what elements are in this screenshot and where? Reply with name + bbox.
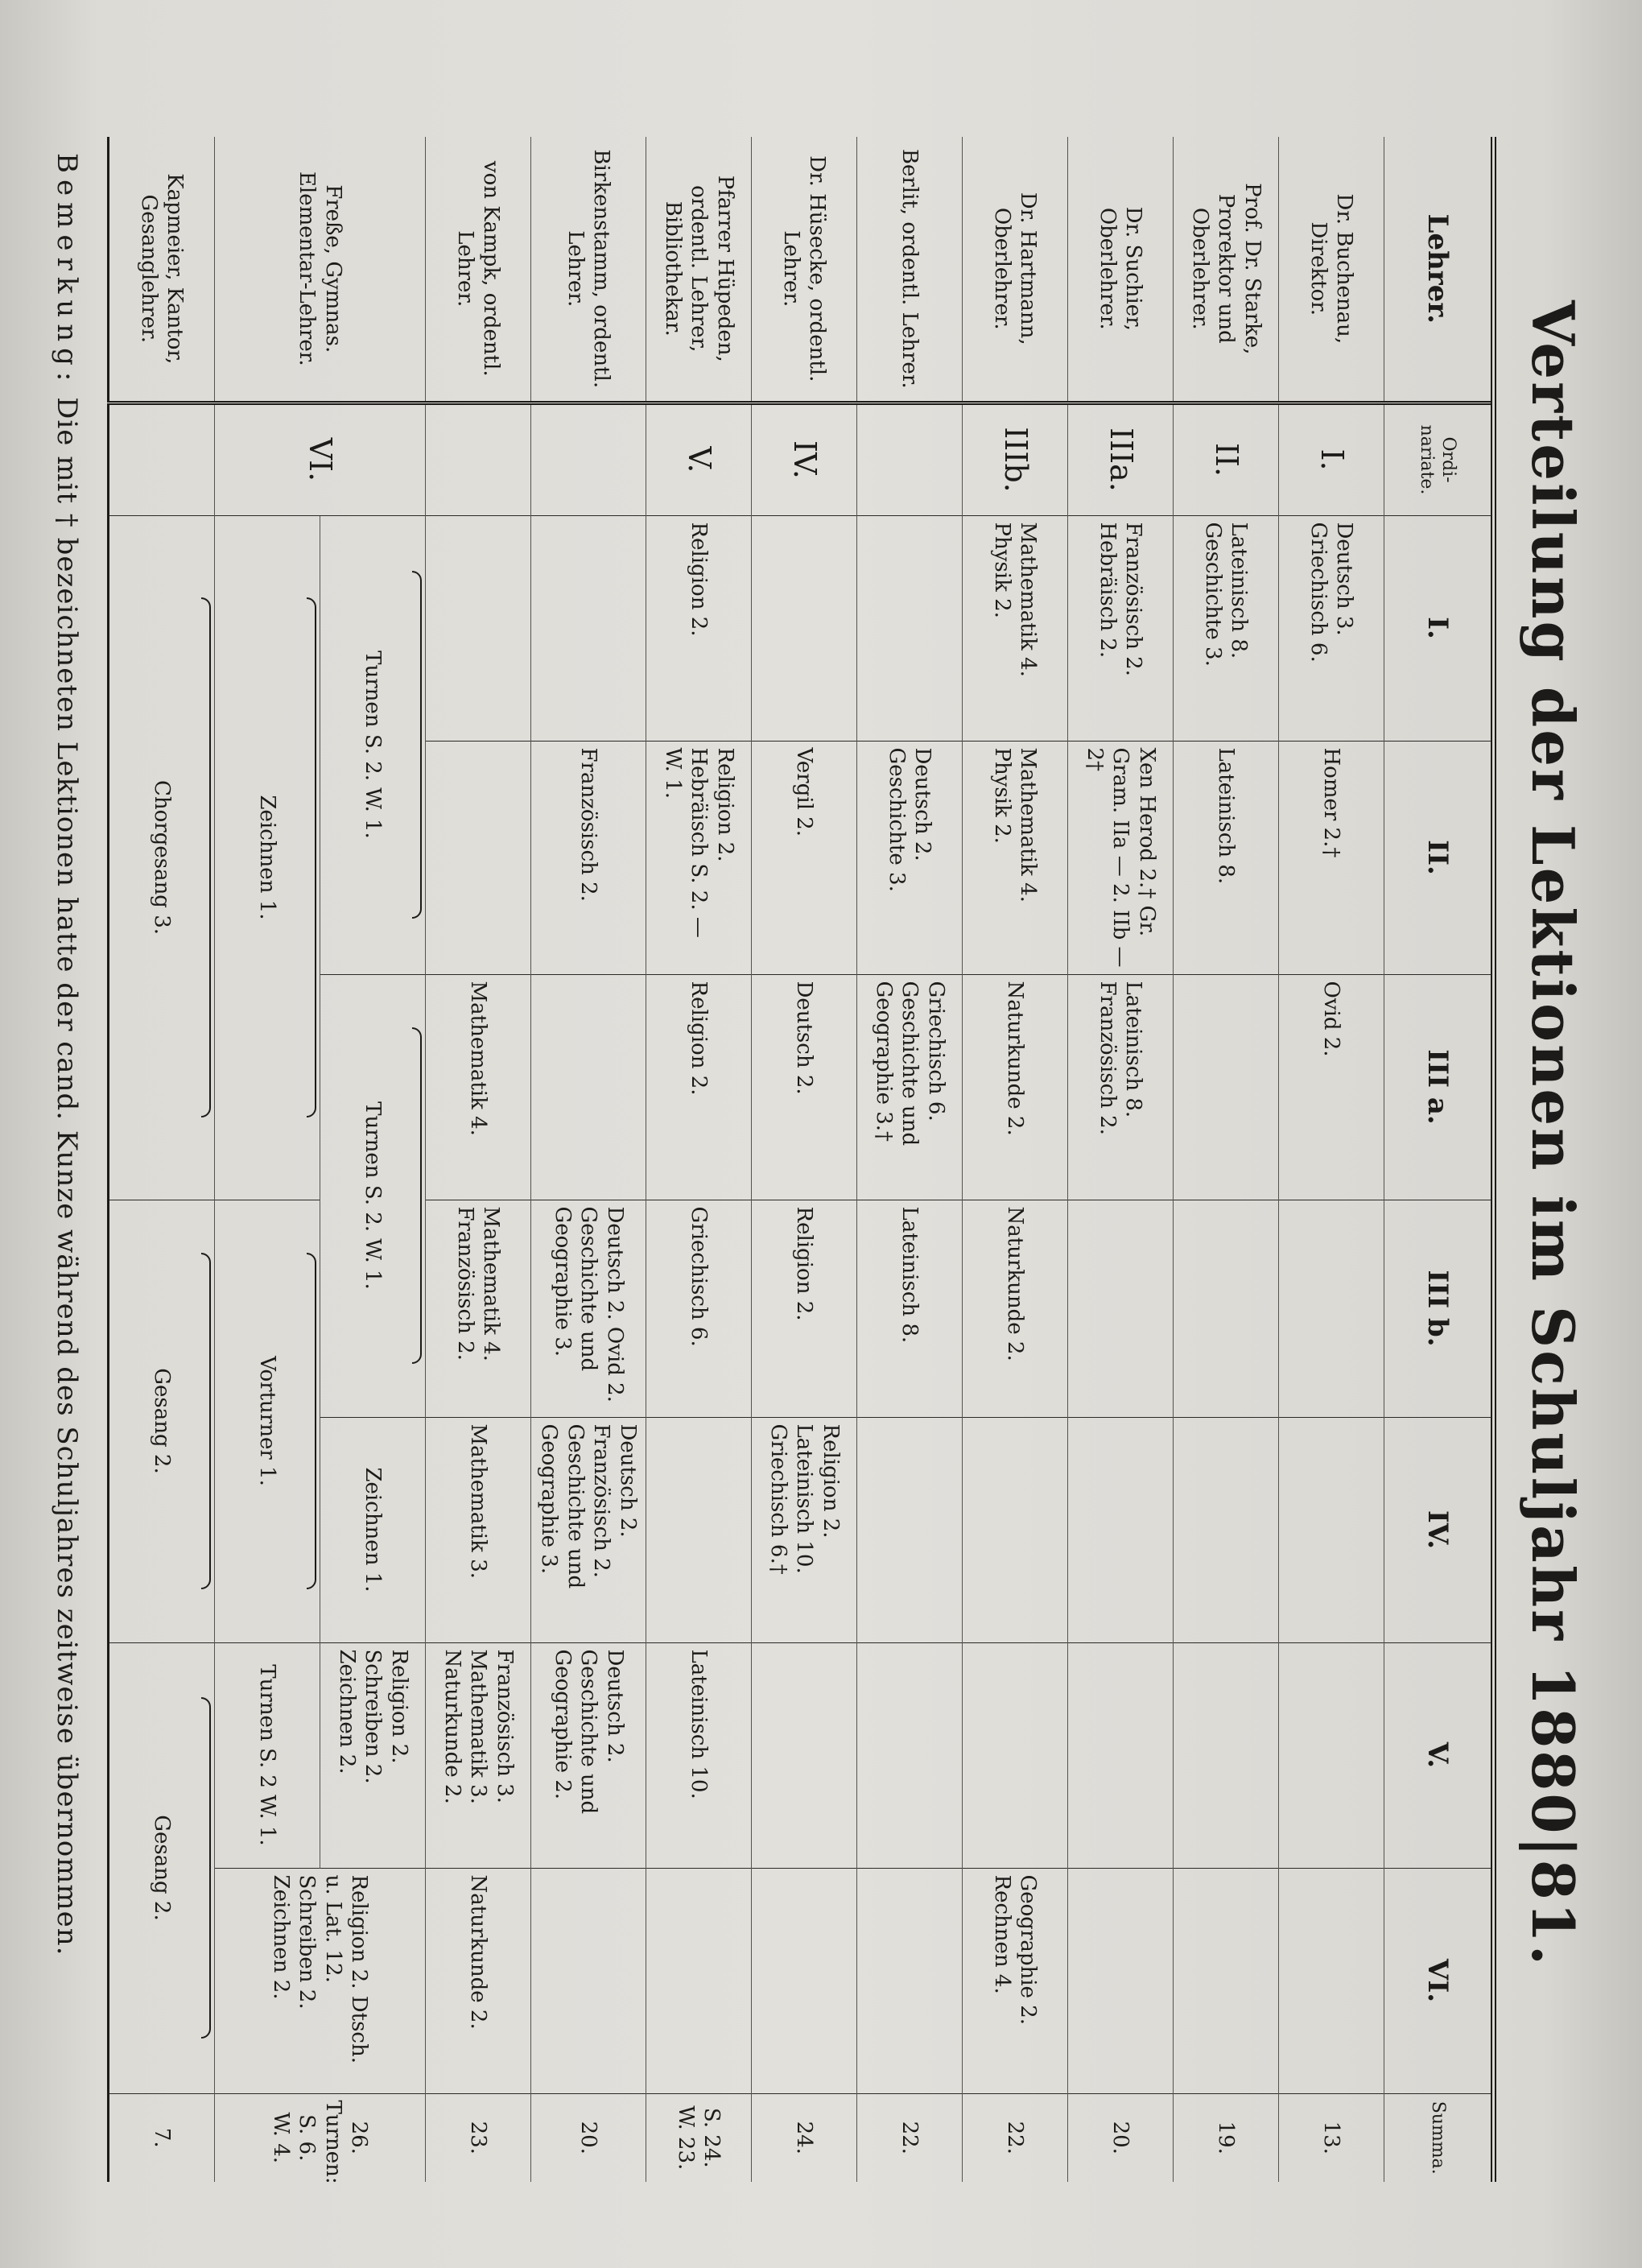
lesson-cell: Deutsch 2. Geschichte 3. (857, 741, 963, 974)
ordinariate-cell: IIIa. (1068, 403, 1174, 515)
lesson-cell: Xen Herod 2.† Gr. Gram. IIa — 2. IIb — 2† (1068, 741, 1174, 974)
sum-cell: 13. (1279, 2093, 1384, 2182)
lesson-cell: Lateinisch 10. (646, 1642, 752, 1868)
header-class-v: V. (1384, 1642, 1494, 1868)
table-row (1068, 137, 1174, 2182)
teacher-cell: Dr. Hartmann, Oberlehrer. (963, 137, 1068, 403)
lesson-cell (1174, 1868, 1279, 2093)
lesson-cell: Mathematik 4. (426, 974, 531, 1200)
footnote (51, 137, 83, 2131)
span-cell: Gesang 2. (109, 1200, 215, 1642)
lesson-cell: Naturkunde 2. (963, 1200, 1068, 1417)
lesson-cell (646, 1868, 752, 2093)
teacher-cell: Dr. Hüsecke, ordentl. Lehrer. (752, 137, 857, 403)
lesson-cell (1174, 1642, 1279, 1868)
lesson-cell (752, 1642, 857, 1868)
sum-cell: 19. (1174, 2093, 1279, 2182)
lesson-cell: Religion 2. Dtsch. u. Lat. 12. Schreiben 2. Zeichnen 2. (215, 1868, 426, 2093)
lesson-cell (857, 1868, 963, 2093)
lesson-cell (426, 741, 531, 974)
lesson-cell (857, 1642, 963, 1868)
header-sum: Summa. (1384, 2093, 1494, 2182)
lesson-cell: Mathematik 4. Physik 2. (963, 515, 1068, 741)
lesson-cell: Mathematik 4. Französisch 2. (426, 1200, 531, 1417)
sum-cell: 20. (1068, 2093, 1174, 2182)
lesson-cell: Vergil 2. (752, 741, 857, 974)
footnote-text: Die mit † bezeichneten Lektionen hatte der cand. Kunze während des Schuljahres zeitweise übernommen. (51, 397, 83, 1956)
lesson-cell (752, 1868, 857, 2093)
lesson-cell: Ovid 2. (1279, 974, 1384, 1200)
teacher-cell: von Kampk, ordentl. Lehrer. (426, 137, 531, 403)
lesson-cell (531, 1868, 646, 2093)
lesson-cell: Griechisch 6. (646, 1200, 752, 1417)
table-row (1279, 137, 1384, 2182)
span-cell: Turnen S. 2. W. 1. (320, 974, 426, 1417)
lesson-cell: Lateinisch 8. Französisch 2. (1068, 974, 1174, 1200)
lesson-cell (752, 515, 857, 741)
ordinariate-cell (426, 403, 531, 515)
lesson-cell (857, 1417, 963, 1642)
lesson-cell: Religion 2. Lateinisch 10. Griechisch 6.† (752, 1417, 857, 1642)
lesson-cell: Deutsch 3. Griechisch 6. (1279, 515, 1384, 741)
teacher-cell: Freße, Gymnas. Elementar-Lehrer. (215, 137, 426, 403)
lesson-cell: Französisch 2. (531, 741, 646, 974)
header-class-vi: VI. (1384, 1868, 1494, 2093)
table-row (1174, 137, 1279, 2182)
lesson-cell: Naturkunde 2. (963, 974, 1068, 1200)
sum-cell: 26. Turnen: S. 6. W. 4. (215, 2093, 426, 2182)
lesson-cell (426, 515, 531, 741)
ordinariate-cell: I. (1279, 403, 1384, 515)
teacher-cell: Birkenstamm, ordentl. Lehrer. (531, 137, 646, 403)
lesson-cell (1174, 974, 1279, 1200)
teacher-cell: Dr. Suchier, Oberlehrer. (1068, 137, 1174, 403)
page-title: Verteilung der Lektionen im Schuljahr 1880|81. (1519, 300, 1587, 1968)
header-ordinariate: Ordi- nariate. (1384, 403, 1494, 515)
lesson-cell (646, 1417, 752, 1642)
lesson-cell: Deutsch 2. Ovid 2. Geschichte und Geographie 3. (531, 1200, 646, 1417)
lesson-cell (1279, 1868, 1384, 2093)
lesson-cell (857, 515, 963, 741)
span-cell: Turnen S. 2. W. 1. (320, 515, 426, 974)
table-row (646, 137, 752, 2182)
lesson-table (107, 137, 1496, 2182)
ordinariate-cell: IV. (752, 403, 857, 515)
lesson-cell (531, 974, 646, 1200)
sum-cell: 22. (857, 2093, 963, 2182)
header-class-iiib: III b. (1384, 1200, 1494, 1417)
lesson-cell: Homer 2.† (1279, 741, 1384, 974)
header-class-i: I. (1384, 515, 1494, 741)
teacher-cell: Pfarrer Hüpeden, ordentl. Lehrer, Bibliothekar. (646, 137, 752, 403)
lesson-cell (1174, 1417, 1279, 1642)
span-cell: Zeichnen 1. (215, 515, 320, 1200)
lesson-cell (1279, 1200, 1384, 1417)
table-row (963, 137, 1068, 2182)
lesson-cell (963, 1642, 1068, 1868)
lesson-cell: Religion 2. Schreiben 2. Zeichnen 2. (320, 1642, 426, 1868)
ordinariate-cell: II. (1174, 403, 1279, 515)
teacher-cell: Prof. Dr. Starke, Prorektor und Oberlehrer. (1174, 137, 1279, 403)
sum-cell: 23. (426, 2093, 531, 2182)
table-row (426, 137, 531, 2182)
lesson-cell: Religion 2. (646, 515, 752, 741)
lesson-cell: Griechisch 6. Geschichte und Geographie 3.† (857, 974, 963, 1200)
span-cell: Zeichnen 1. (320, 1417, 426, 1642)
lesson-cell: Deutsch 2. Französisch 2. Geschichte und Geographie 3. (531, 1417, 646, 1642)
lesson-cell: Religion 2. (646, 974, 752, 1200)
header-class-iiia: III a. (1384, 974, 1494, 1200)
span-cell: Vorturner 1. (215, 1200, 320, 1642)
teacher-cell: Dr. Buchenau, Direktor. (1279, 137, 1384, 403)
table-row (752, 137, 857, 2182)
lesson-cell (531, 515, 646, 741)
lesson-cell (1068, 1868, 1174, 2093)
lesson-cell: Religion 2. Hebräisch S. 2. — W. 1. (646, 741, 752, 974)
lesson-cell (1068, 1200, 1174, 1417)
lesson-cell: Lateinisch 8. (857, 1200, 963, 1417)
lesson-cell: Deutsch 2. (752, 974, 857, 1200)
span-cell: Chorgesang 3. (109, 515, 215, 1200)
sum-cell: 7. (109, 2093, 215, 2182)
lesson-cell: Lateinisch 8. Geschichte 3. (1174, 515, 1279, 741)
lesson-cell (1068, 1642, 1174, 1868)
ordinariate-cell: IIIb. (963, 403, 1068, 515)
sum-cell: 22. (963, 2093, 1068, 2182)
table-row (531, 137, 646, 2182)
ordinariate-cell (109, 403, 215, 515)
lesson-cell: Religion 2. (752, 1200, 857, 1417)
teacher-cell: Berlit, ordentl. Lehrer. (857, 137, 963, 403)
ordinariate-cell (531, 403, 646, 515)
lesson-cell: Französisch 3. Mathematik 3. Naturkunde 2. (426, 1642, 531, 1868)
lesson-cell: Lateinisch 8. (1174, 741, 1279, 974)
ordinariate-cell (857, 403, 963, 515)
lesson-cell (963, 1417, 1068, 1642)
sum-cell: 24. (752, 2093, 857, 2182)
table-row (857, 137, 963, 2182)
lesson-cell (1279, 1642, 1384, 1868)
header-row (1384, 137, 1494, 2182)
lesson-cell (1174, 1200, 1279, 1417)
footnote-label: Bemerkung: (51, 153, 83, 388)
lesson-cell (1068, 1417, 1174, 1642)
lesson-cell: Mathematik 4. Physik 2. (963, 741, 1068, 974)
teacher-cell: Kapmeier, Kantor, Gesanglehrer. (109, 137, 215, 403)
span-cell: Turnen S. 2 W. 1. (215, 1642, 320, 1868)
header-class-ii: II. (1384, 741, 1494, 974)
header-class-iv: IV. (1384, 1417, 1494, 1642)
lesson-cell: Naturkunde 2. (426, 1868, 531, 2093)
span-cell: Gesang 2. (109, 1642, 215, 2093)
lesson-cell: Geographie 2. Rechnen 4. (963, 1868, 1068, 2093)
lesson-cell (1279, 1417, 1384, 1642)
sum-cell: 20. (531, 2093, 646, 2182)
sum-cell: S. 24. W. 23. (646, 2093, 752, 2182)
table-row (109, 137, 215, 2182)
lesson-cell: Deutsch 2. Geschichte und Geographie 2. (531, 1642, 646, 1868)
lesson-cell: Mathematik 3. (426, 1417, 531, 1642)
header-teacher: Lehrer. (1384, 137, 1494, 403)
lesson-cell: Französisch 2. Hebräisch 2. (1068, 515, 1174, 741)
ordinariate-cell: V. (646, 403, 752, 515)
table-row (320, 137, 426, 2182)
ordinariate-cell: VI. (215, 403, 426, 515)
